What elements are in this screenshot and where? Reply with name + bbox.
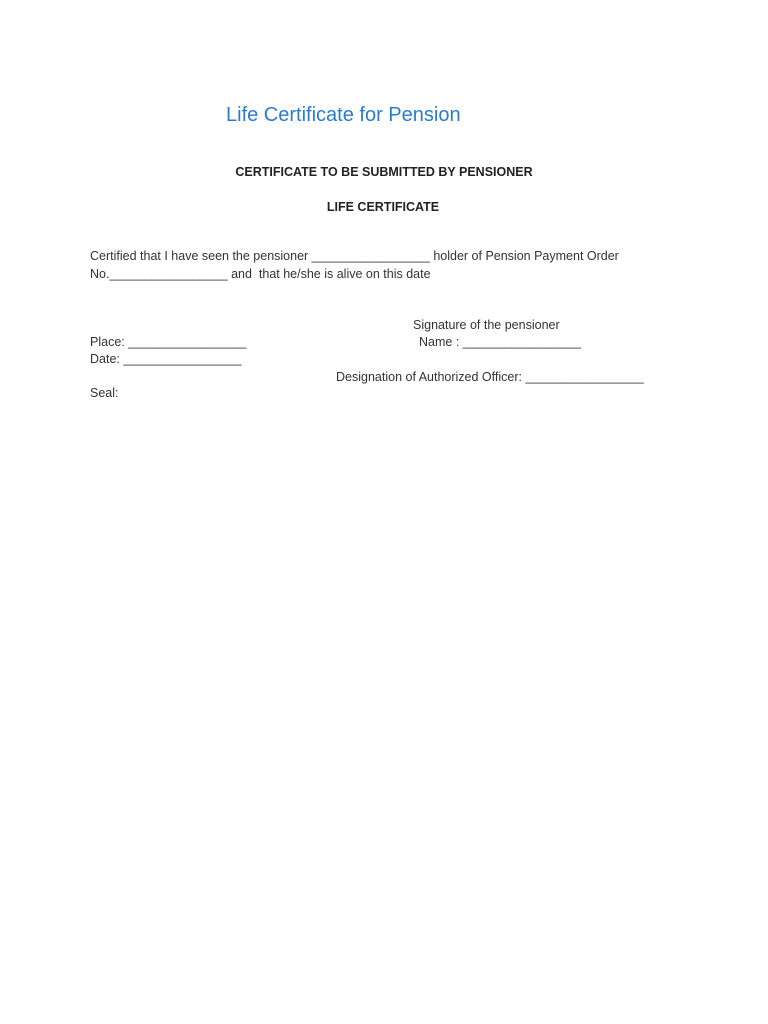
life-certificate-subheading: LIFE CERTIFICATE (326, 200, 440, 214)
certificate-heading: CERTIFICATE TO BE SUBMITTED BY PENSIONER (235, 165, 533, 179)
designation-field: Designation of Authorized Officer: _________________ (336, 370, 644, 384)
certification-text-line-2: No._________________ and that he/she is alive on this date (90, 267, 431, 281)
signature-label: Signature of the pensioner (413, 318, 560, 332)
document-title: Life Certificate for Pension (226, 104, 461, 126)
name-field: Name : _________________ (419, 335, 581, 349)
date-field: Date: _________________ (90, 352, 242, 366)
seal-label: Seal: (90, 386, 119, 400)
place-field: Place: _________________ (90, 335, 247, 349)
certification-text-line-1: Certified that I have seen the pensioner _________________ holder of Pension Payment Order (90, 249, 619, 263)
